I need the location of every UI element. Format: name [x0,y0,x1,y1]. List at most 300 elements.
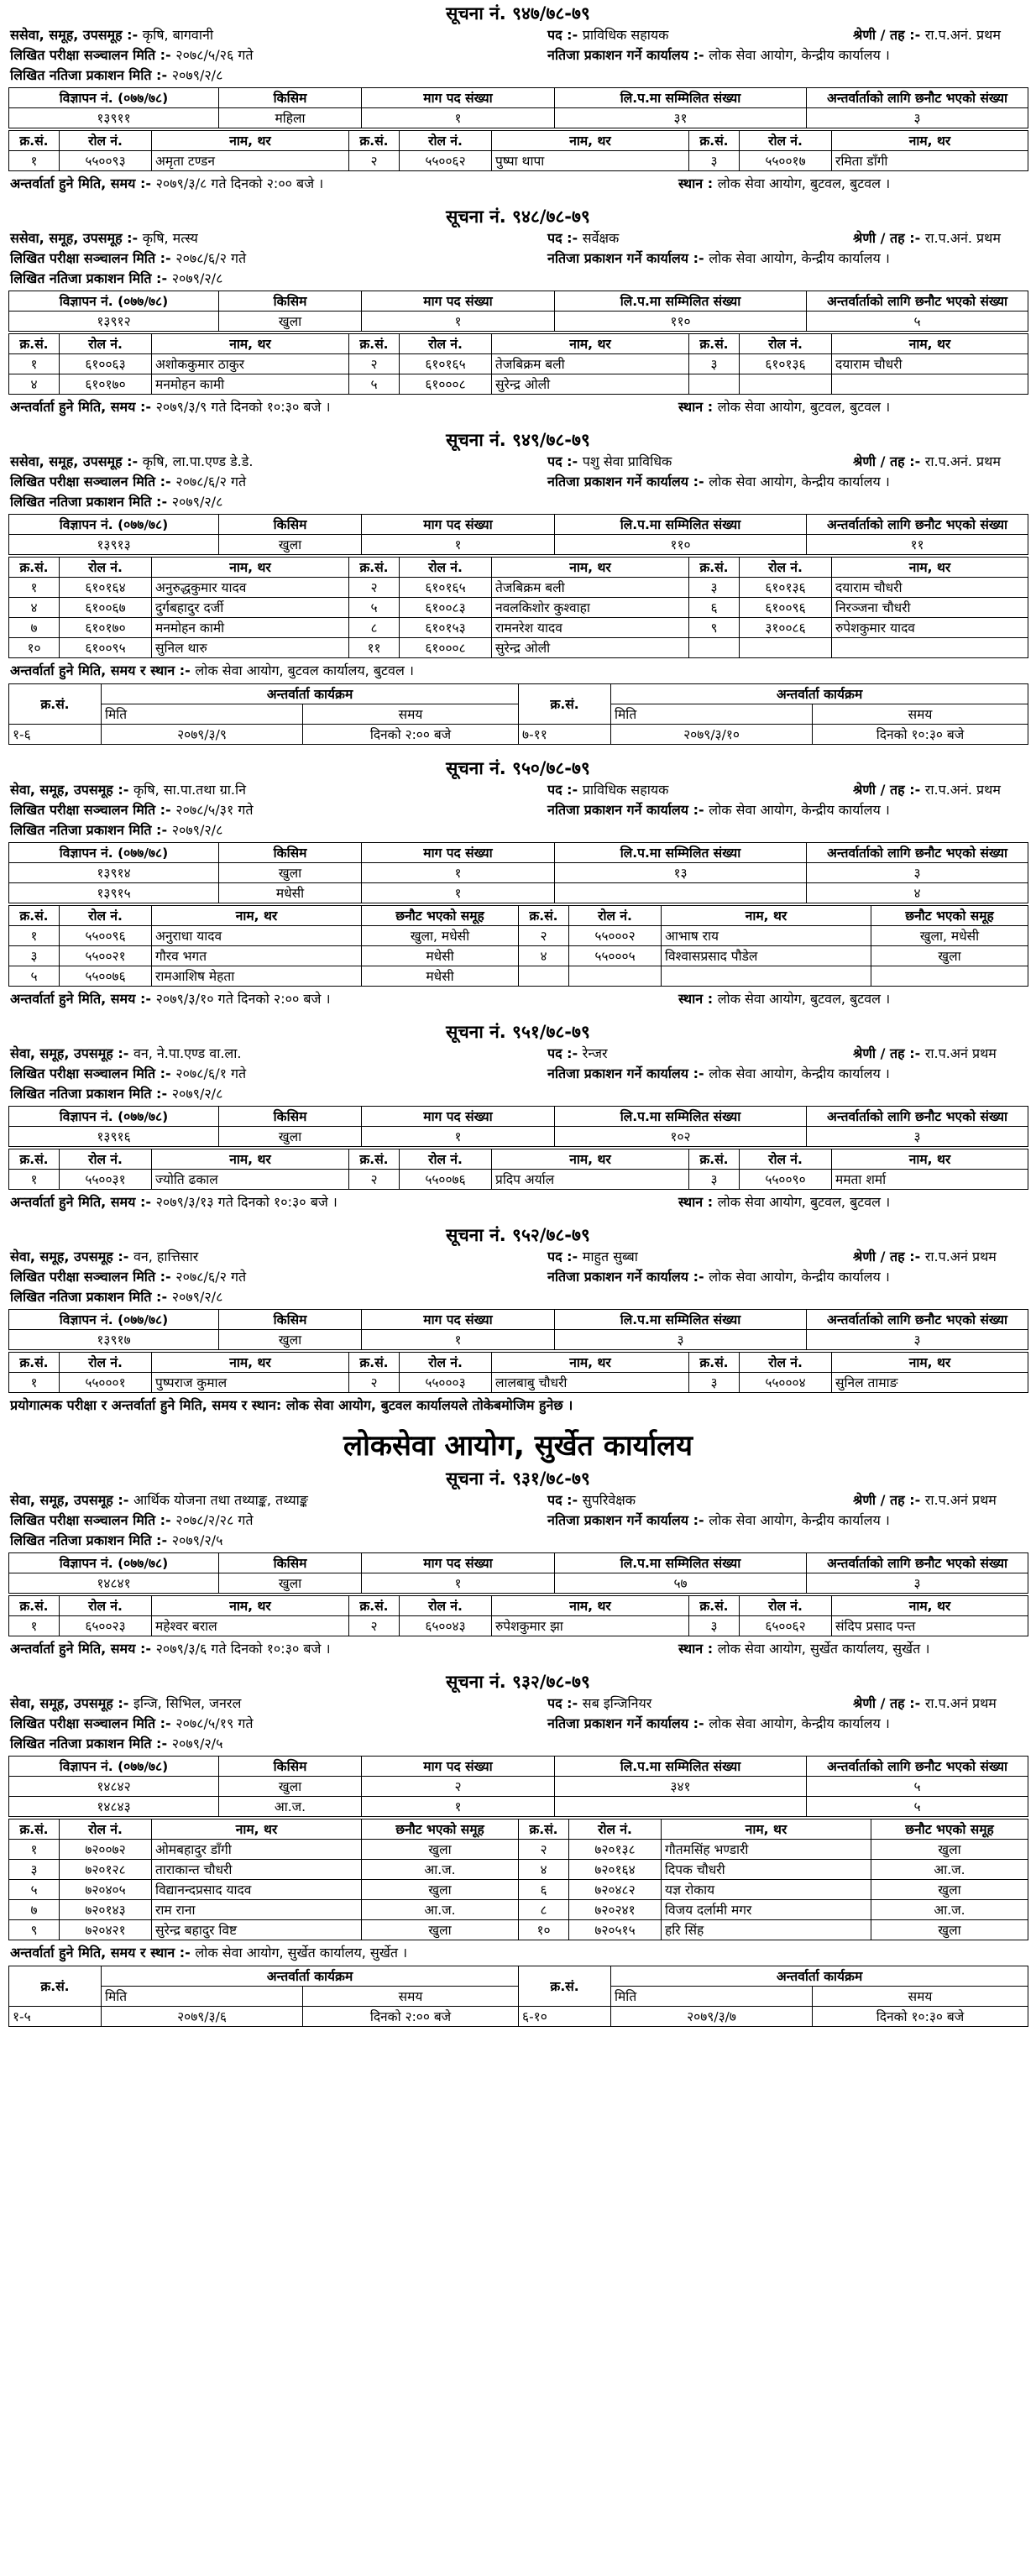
summary-header-row [9,88,1028,108]
summary-header-cell: अन्तर्वार्ताको लागि छनौट भएको संख्या [807,515,1028,535]
result-header-cell: नाम, थर [152,131,349,151]
shreni-label: श्रेणी / तह :- [853,27,921,43]
shreni-field [853,452,1001,472]
result-cell: खुला [871,1920,1028,1940]
result-cell: २ [519,926,569,946]
result-cell: १ [9,1373,60,1393]
prakashan-field [10,269,222,289]
sanchalan-value: २०७८/५/३१ गते [175,802,254,818]
sanchalan-field [10,45,254,65]
result-cell: सुनिल तामाङ [832,1373,1028,1393]
sewa-value: इन्जि, सिभिल, जनरल [133,1695,242,1711]
result-cell [832,638,1028,658]
summary-table [8,1552,1028,1594]
result-cell: मधेसी [362,946,519,966]
section-gap [0,195,1036,203]
result-cell: खुला, मधेसी [871,926,1028,946]
summary-cell: १०२ [555,1127,807,1147]
summary-header-cell: विज्ञापन नं. (०७७/७८) [9,1553,219,1573]
summary-cell [555,883,807,903]
summary-header-cell: लि.प.मा सम्मिलित संख्या [555,515,807,535]
venue-label: स्थान : [678,1194,714,1210]
result-header-cell: रोल नं. [400,1353,492,1373]
schedule-program-header: अन्तर्वार्ता कार्यक्रम [102,684,519,704]
schedule-date-header: मिति [611,1987,813,2007]
shreni-field [853,228,1001,249]
summary-header-cell: अन्तर्वार्ताको लागि छनौट भएको संख्या [807,88,1028,108]
summary-cell: १ [362,108,555,128]
result-cell: ७२०५१५ [569,1920,662,1940]
result-header-cell: छनौट भएको समूह [871,1819,1028,1840]
schedule-time-header: समय [303,1987,519,2007]
prakashan-value: २०७९/२/८ [171,67,223,83]
result-cell: ५५००१७ [740,151,832,171]
schedule-cell: १-५ [9,2007,102,2027]
info-row [0,1044,1036,1064]
notice-title: सूचना नं. ९४९/७८-७९ [446,430,590,450]
sanchalan-label: लिखित परीक्षा सञ्चालन मिति :- [10,474,171,490]
karyalaya-value: लोक सेवा आयोग, केन्द्रीय कार्यालय । [709,1065,890,1081]
prakashan-field [10,820,222,840]
summary-header-cell: माग पद संख्या [362,1757,555,1777]
result-cell: ३ [689,1616,740,1636]
result-cell: ३ [689,151,740,171]
venue-value: लोक सेवा आयोग, बुटवल, बुटवल । [717,175,891,191]
result-cell: ६१०१६४ [60,578,152,598]
prakashan-label: लिखित नतिजा प्रकाशन मिति :- [10,822,168,838]
result-cell: ३ [689,1170,740,1190]
result-header-cell: क्र.सं. [349,334,400,354]
schedule-date-header: मिति [102,704,303,725]
shreni-value: रा.प.अनं. प्रथम [924,782,1001,798]
result-cell: ७२०१६४ [569,1860,662,1880]
interview-label: अन्तर्वार्ता हुने मिति, समय र स्थान :- [10,1945,191,1961]
schedule-row [9,725,1028,745]
result-cell [689,638,740,658]
result-header-cell: रोल नं. [740,131,832,151]
result-cell: रुपेशकुमार यादव [832,618,1028,638]
result-cell [689,374,740,395]
summary-header-cell: किसिम [219,291,362,312]
result-header-cell: नाम, थर [832,1149,1028,1170]
summary-header-cell: लि.प.मा सम्मिलित संख्या [555,1107,807,1127]
venue-value: लोक सेवा आयोग, सुर्खेत कार्यालय, सुर्खेत । [717,1641,930,1657]
result-cell: ५५००७६ [60,966,152,987]
result-header-cell: क्र.सं. [519,906,569,926]
result-header-cell: रोल नं. [740,334,832,354]
result-cell: ७ [9,1900,60,1920]
pad-label: पद :- [547,1492,578,1508]
info-row [0,45,1036,65]
result-cell: २ [349,1170,400,1190]
result-cell: खुला [871,1880,1028,1900]
summary-cell: १३९१२ [9,312,219,332]
summary-cell: २ [362,1777,555,1797]
result-cell [832,374,1028,395]
result-cell: ६१०१७० [60,618,152,638]
pad-value: सर्वेक्षक [582,230,620,246]
result-row [9,374,1028,395]
result-cell: १० [519,1920,569,1940]
result-cell: १ [9,926,60,946]
result-row [9,1900,1028,1920]
result-row [9,1373,1028,1393]
practical-exam-note: प्रयोगात्मक परीक्षा र अन्तर्वार्ता हुने मिति, समय र स्थान: लोक सेवा आयोग, बुटवल कार्यालयले तोकेबमोजिम हुनेछ । [10,1397,573,1413]
result-cell: ६१०१५३ [400,618,492,638]
result-cell: अनुराधा यादव [152,926,362,946]
result-cell: १ [9,1616,60,1636]
venue-value: लोक सेवा आयोग, बुटवल, बुटवल । [717,1194,891,1210]
summary-cell: ३ [807,1127,1028,1147]
result-header-cell: क्र.सं. [9,1819,60,1840]
result-header-cell: क्र.सं. [349,1596,400,1616]
interview-line [0,1191,1036,1213]
sewa-field [10,228,198,249]
pad-value: प्राविधिक सहायक [582,27,669,43]
summary-header-cell: अन्तर्वार्ताको लागि छनौट भएको संख्या [807,1553,1028,1573]
schedule-header-row [9,684,1028,704]
schedule-sn-header: क्र.सं. [519,684,611,725]
schedule-time-header: समय [303,704,519,725]
result-cell: पुष्पराज कुमाल [152,1373,349,1393]
sanchalan-label: लिखित परीक्षा सञ्चालन मिति :- [10,1065,171,1081]
result-row [9,946,1028,966]
result-header-cell: क्र.सं. [349,1353,400,1373]
summary-header-cell: माग पद संख्या [362,1107,555,1127]
result-cell: तेजबिक्रम बली [492,578,689,598]
summary-header-cell: माग पद संख्या [362,1310,555,1330]
sewa-value: कृषि, बागवानी [142,27,213,43]
pad-field [547,452,672,472]
result-header-cell: रोल नं. [740,1149,832,1170]
summary-cell: खुला [219,1330,362,1350]
result-cell: ताराकान्त चौधरी [152,1860,362,1880]
summary-header-row [9,1553,1028,1573]
summary-cell: १३९१५ [9,883,219,903]
pad-label: पद :- [547,1249,578,1264]
summary-cell: ११० [555,535,807,555]
summary-cell: १३९१४ [9,863,219,883]
result-cell: ११ [349,638,400,658]
prakashan-field [10,1734,222,1754]
result-cell: ६५००२३ [60,1616,152,1636]
info-row [0,492,1036,512]
pad-field [547,228,619,249]
result-header-cell: क्र.सं. [9,1596,60,1616]
pad-label: पद :- [547,1695,578,1711]
summary-header-cell: विज्ञापन नं. (०७७/७८) [9,843,219,863]
result-cell: ७२०४०५ [60,1880,152,1900]
result-cell: आ.ज. [871,1860,1028,1880]
schedule-table [8,683,1028,745]
summary-cell: १ [362,1330,555,1350]
venue-field [678,173,890,195]
info-row [0,820,1036,840]
pad-field [547,1694,651,1714]
result-cell: रुपेशकुमार झा [492,1616,689,1636]
result-cell: ३ [9,1860,60,1880]
result-header-cell: नाम, थर [662,1819,871,1840]
summary-row [9,535,1028,555]
result-cell: ५५००९० [740,1170,832,1190]
summary-cell: ३४१ [555,1777,807,1797]
info-row [0,780,1036,800]
result-header-cell: रोल नं. [569,906,662,926]
shreni-field [853,1247,997,1267]
result-table [8,1352,1028,1393]
result-cell: रामनरेश यादव [492,618,689,638]
karyalaya-label: नतिजा प्रकाशन गर्ने कार्यालय :- [547,1715,704,1731]
result-header-cell: नाम, थर [492,1596,689,1616]
result-cell: ३१००८६ [740,618,832,638]
schedule-program-header: अन्तर्वार्ता कार्यक्रम [611,684,1028,704]
prakashan-label: लिखित नतिजा प्रकाशन मिति :- [10,270,168,286]
sewa-label: सेवा, समूह, उपसमूह :- [10,1695,129,1711]
info-row [0,228,1036,249]
section-gap [0,1213,1036,1222]
prakashan-label: लिखित नतिजा प्रकाशन मिति :- [10,1086,168,1102]
summary-cell: ५ [807,1797,1028,1817]
info-row [0,800,1036,820]
result-cell: ५ [9,1880,60,1900]
result-cell: अमृता टण्डन [152,151,349,171]
result-cell: हरि सिंह [662,1920,871,1940]
result-cell: मधेसी [362,966,519,987]
result-header-cell: रोल नं. [60,131,152,151]
shreni-label: श्रेणी / तह :- [853,1695,921,1711]
result-cell: ५५०००१ [60,1373,152,1393]
schedule-cell: ७-११ [519,725,611,745]
result-row [9,618,1028,638]
karyalaya-field [547,472,890,492]
prakashan-value: २०७९/२/८ [171,494,223,510]
info-row [0,1247,1036,1267]
schedule-time-header: समय [813,704,1028,725]
interview-line [0,396,1036,418]
result-cell: २ [519,1840,569,1860]
sanchalan-field [10,800,254,820]
result-cell: तेजबिक्रम बली [492,354,689,374]
summary-cell: १३९१६ [9,1127,219,1147]
result-cell: सुरेन्द्र बहादुर विष्ट [152,1920,362,1940]
summary-header-cell: लि.प.मा सम्मिलित संख्या [555,1757,807,1777]
venue-label: स्थान : [678,991,714,1007]
summary-header-cell: किसिम [219,843,362,863]
summary-header-cell: किसिम [219,1553,362,1573]
summary-row [9,1777,1028,1797]
sanchalan-value: २०७८/६/२ गते [175,250,247,266]
result-cell: विद्यानन्दप्रसाद यादव [152,1880,362,1900]
schedule-cell: २०७९/३/६ [102,2007,303,2027]
summary-cell: ३ [807,1573,1028,1594]
interview-label: अन्तर्वार्ता हुने मिति, समय :- [10,1194,151,1210]
summary-cell: ४ [807,883,1028,903]
result-cell: ७२०२४१ [569,1900,662,1920]
prakashan-value: २०७९/२/८ [171,1086,223,1102]
result-table [8,1819,1028,1940]
summary-row [9,1573,1028,1594]
section-gap [0,418,1036,427]
sewa-field [10,780,246,800]
summary-row [9,1127,1028,1147]
result-cell: १ [9,151,60,171]
summary-header-cell: किसिम [219,1310,362,1330]
venue-label: स्थान : [678,175,714,191]
result-header-row [9,131,1028,151]
result-table [8,333,1028,395]
result-header-cell: रोल नं. [60,1819,152,1840]
pad-field [547,25,668,45]
sanchalan-label: लिखित परीक्षा सञ्चालन मिति :- [10,1269,171,1285]
result-cell: अशोककुमार ठाकुर [152,354,349,374]
result-cell: ५५००९३ [60,151,152,171]
summary-header-row [9,1757,1028,1777]
result-cell: ७२००७२ [60,1840,152,1860]
prakashan-label: लिखित नतिजा प्रकाशन मिति :- [10,494,168,510]
result-row [9,926,1028,946]
result-header-row [9,1596,1028,1616]
result-cell: २ [349,354,400,374]
prakashan-value: २०७९/२/८ [171,1289,223,1305]
shreni-label: श्रेणी / तह :- [853,782,921,798]
result-header-cell: रोल नं. [60,558,152,578]
result-row [9,1170,1028,1190]
result-cell: ७२०४२१ [60,1920,152,1940]
shreni-label: श्रेणी / तह :- [853,230,921,246]
result-cell: सुरेन्द्र ओली [492,374,689,395]
summary-cell: ३ [807,1330,1028,1350]
summary-row [9,108,1028,128]
result-header-cell: रोल नं. [400,558,492,578]
result-cell: ५५०००५ [569,946,662,966]
karyalaya-label: नतिजा प्रकाशन गर्ने कार्यालय :- [547,250,704,266]
section-gap [0,1010,1036,1018]
sanchalan-label: लिखित परीक्षा सञ्चालन मिति :- [10,250,171,266]
karyalaya-value: लोक सेवा आयोग, केन्द्रीय कार्यालय । [709,47,890,63]
result-cell: प्रदिप अर्याल [492,1170,689,1190]
notice-section [0,428,1036,755]
result-row [9,1616,1028,1636]
sanchalan-value: २०७८/२/२८ गते [175,1512,254,1528]
prakashan-label: लिखित नतिजा प्रकाशन मिति :- [10,67,168,83]
section-gap [0,746,1036,755]
result-header-cell: क्र.सं. [9,1149,60,1170]
result-cell: आभाष राय [662,926,871,946]
karyalaya-field [547,1714,890,1734]
result-cell: खुला, मधेसी [362,926,519,946]
notice-section [0,757,1036,1018]
sewa-value: वन, ने.पा.एण्ड वा.ला. [133,1045,242,1061]
shreni-field [853,1490,997,1511]
pad-field [547,1247,638,1267]
notice-section [0,1467,1036,1668]
result-cell: १० [9,638,60,658]
summary-cell: ३ [807,108,1028,128]
result-header-row [9,558,1028,578]
prakashan-field [10,1287,222,1307]
venue-label: स्थान : [678,399,714,415]
summary-header-cell: लि.प.मा सम्मिलित संख्या [555,1310,807,1330]
result-cell: ५५०००३ [400,1373,492,1393]
interview-value: २०७९/३/१३ गते दिनको १०:३० बजे । [155,1194,337,1210]
result-cell: १ [9,1170,60,1190]
shreni-label: श्रेणी / तह :- [853,453,921,469]
summary-table [8,842,1028,903]
summary-cell: १ [362,1127,555,1147]
pad-value: प्राविधिक सहायक [582,782,669,798]
result-cell: ६१००८३ [400,598,492,618]
summary-header-cell: विज्ञापन नं. (०७७/७८) [9,291,219,312]
result-table [8,1149,1028,1190]
summary-header-cell: लि.प.मा सम्मिलित संख्या [555,291,807,312]
result-row [9,151,1028,171]
result-header-cell: क्र.सं. [9,334,60,354]
pad-label: पद :- [547,27,578,43]
interview-value: २०७९/३/९ गते दिनको १०:३० बजे । [155,399,331,415]
result-cell: दुर्गबहादुर दर्जी [152,598,349,618]
summary-header-cell: विज्ञापन नं. (०७७/७८) [9,1757,219,1777]
summary-table [8,87,1028,128]
shreni-value: रा.प.अनं प्रथम [924,1492,997,1508]
interview-value: लोक सेवा आयोग, बुटवल कार्यालय, बुटवल । [195,662,414,678]
result-header-row [9,334,1028,354]
result-cell: ममता शर्मा [832,1170,1028,1190]
info-row [0,1084,1036,1104]
result-cell: अनुरुद्धकुमार यादव [152,578,349,598]
result-header-row [9,1353,1028,1373]
venue-field [678,396,890,418]
pad-label: पद :- [547,230,578,246]
result-row [9,966,1028,987]
shreni-label: श्रेणी / तह :- [853,1045,921,1061]
prakashan-field [10,65,222,86]
summary-row [9,883,1028,903]
summary-cell: १ [362,863,555,883]
result-cell: ५५००३१ [60,1170,152,1190]
prakashan-value: २०७९/२/८ [171,822,223,838]
result-cell: २ [349,1373,400,1393]
result-cell: खुला [871,946,1028,966]
result-header-cell: क्र.सं. [9,906,60,926]
pad-field [547,780,668,800]
summary-cell: आ.ज. [219,1797,362,1817]
karyalaya-label: नतिजा प्रकाशन गर्ने कार्यालय :- [547,802,704,818]
schedule-program-header: अन्तर्वार्ता कार्यक्रम [102,1966,519,1987]
venue-field [678,1638,929,1660]
summary-header-row [9,1107,1028,1127]
result-cell: खुला [362,1920,519,1940]
result-cell: १ [9,1840,60,1860]
result-cell: ६५००४३ [400,1616,492,1636]
sanchalan-label: लिखित परीक्षा सञ्चालन मिति :- [10,47,171,63]
schedule-sn-header: क्र.सं. [9,1966,102,2007]
summary-cell: १ [362,883,555,903]
notice-title: सूचना नं. ९५०/७८-७९ [446,758,590,778]
pad-label: पद :- [547,782,578,798]
result-cell: ज्योति ढकाल [152,1170,349,1190]
result-cell: ८ [519,1900,569,1920]
result-cell: ५५००२१ [60,946,152,966]
sewa-label: ससेवा, समूह, उपसमूह :- [10,27,139,43]
interview-value: २०७९/३/६ गते दिनको १०:३० बजे । [155,1641,331,1657]
summary-cell: खुला [219,1573,362,1594]
result-cell: ६१०१३६ [740,578,832,598]
result-cell: ६१००६३ [60,354,152,374]
result-header-cell: क्र.सं. [689,131,740,151]
summary-cell: मधेसी [219,883,362,903]
summary-cell [555,1797,807,1817]
shreni-label: श्रेणी / तह :- [853,1249,921,1264]
